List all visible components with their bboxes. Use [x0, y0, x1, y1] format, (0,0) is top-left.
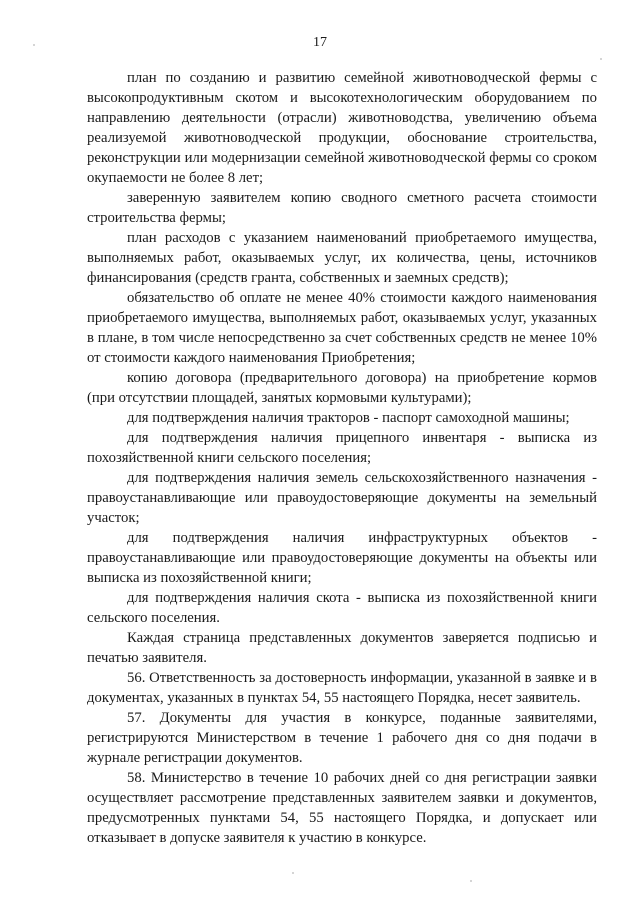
paragraph-land: для подтверждения наличия земель сельскохозяйственного назначения - правоустанавливающие или правоудостоверяющие документы на земельный участок; [87, 470, 597, 526]
paragraph-56: 56. Ответственность за достоверность информации, указанной в заявке и в документах, указанных в пунктах 54, 55 настоящего Порядка, несет заявитель. [87, 670, 597, 706]
paragraph-feed-contract: копию договора (предварительного договора) на приобретение кормов (при отсутствии площадей, занятых кормовыми культурами); [87, 370, 597, 406]
paragraph-trailed-equipment: для подтверждения наличия прицепного инвентаря - выписка из похозяйственной книги сельского поселения; [87, 430, 597, 466]
paragraph-livestock: для подтверждения наличия скота - выписка из похозяйственной книги сельского поселения. [87, 590, 597, 626]
paragraph-58: 58. Министерство в течение 10 рабочих дней со дня регистрации заявки осуществляет рассмотрение представленных заявителем заявки и документов, предусмотренных пунктами 54, 55 настоящего Порядка, и допускает или отказывает в допуске заявителя к участию в конкурсе. [87, 770, 597, 846]
scan-speck [600, 58, 602, 60]
paragraph-payment-obligation: обязательство об оплате не менее 40% стоимости каждого наименования приобретаемого имущества, выполняемых работ, оказываемых услуг, указанных в плане, в том числе непосредственно за счет собственных средств не менее 10% от стоимости каждого наименования Приобретения; [87, 290, 597, 366]
paragraph-57: 57. Документы для участия в конкурсе, поданные заявителями, регистрируются Министерством в течение 1 рабочего дня со дня подачи в журнале регистрации документов. [87, 710, 597, 766]
paragraph-expense-plan: план расходов с указанием наименований приобретаемого имущества, выполняемых работ, оказываемых услуг, их количества, цены, источников финансирования (средств гранта, собственных и заемных средств); [87, 230, 597, 286]
scan-speck [33, 44, 35, 46]
paragraph-tractors: для подтверждения наличия тракторов - паспорт самоходной машины; [127, 410, 570, 426]
paragraph-infrastructure: для подтверждения наличия инфраструктурных объектов - правоустанавливающие или правоудостоверяющие документы на объекты или выписка из похозяйственной книги; [87, 530, 597, 586]
paragraph-farm-plan: план по созданию и развитию семейной животноводческой фермы с высокопродуктивным скотом и высокотехнологическим оборудованием по направлению деятельности (отрасли) животноводства, увеличению объема реализуемой животноводческой продукции, обоснование строительства, реконструкции или модернизации семейной животноводческой фермы со сроком окупаемости не более 8 лет; [87, 70, 597, 186]
page-number: 17 [313, 35, 327, 50]
document-body [87, 68, 597, 848]
scan-speck [470, 880, 472, 882]
scan-speck [292, 872, 294, 874]
paragraph-estimate-copy: заверенную заявителем копию сводного сметного расчета стоимости строительства фермы; [87, 190, 597, 226]
paragraph-page-certification: Каждая страница представленных документов заверяется подписью и печатью заявителя. [87, 630, 597, 666]
